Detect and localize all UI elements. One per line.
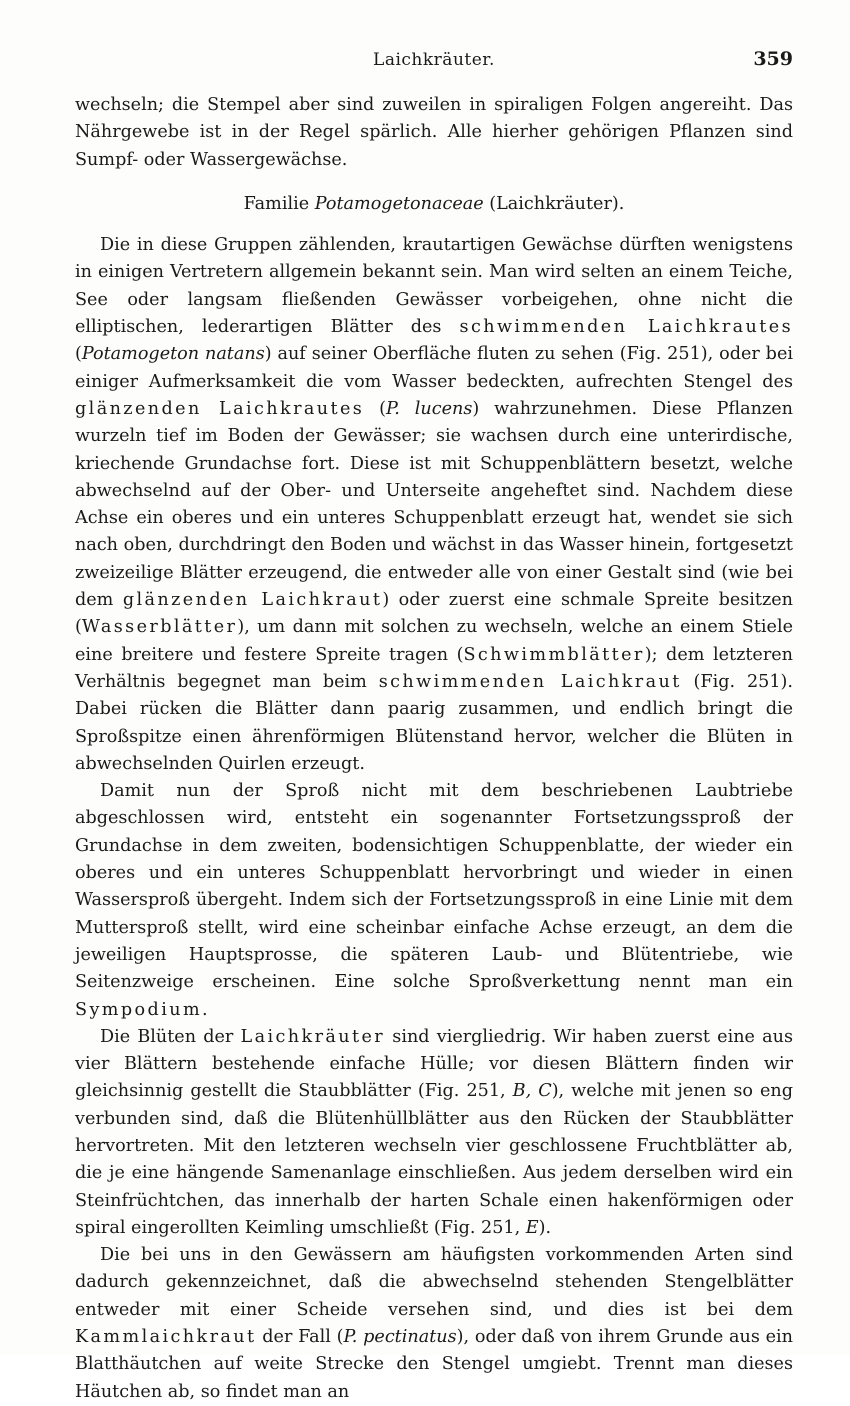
text-run: Die bei uns in den Gewässern am häufigsten vorkommenden Arten sind dadurch gekennzeichnet, daß die abwechselnd stehenden Stengelblätter entweder mit einer Scheide versehen sind, und dies ist bei dem [75, 1245, 793, 1320]
italic-term: B, C [512, 1081, 552, 1102]
paragraph [75, 1242, 793, 1406]
paragraph [75, 232, 793, 778]
italic-term: P. pectinatus [343, 1327, 457, 1348]
spaced-emphasis: Kammlaichkraut [75, 1327, 257, 1348]
text-run: ( [364, 398, 387, 419]
paragraph [75, 1024, 793, 1242]
text-run: ), um dann mit solchen zu wechseln, welche an einem Stiele eine breitere und festere Spreite tragen ( [75, 617, 793, 665]
text-run: . [202, 999, 208, 1020]
text-run: ( [75, 344, 82, 365]
text-run: Familie [243, 193, 315, 214]
body-text [75, 92, 793, 1406]
spaced-emphasis: Schwimmblätter [463, 644, 645, 665]
section-heading [75, 174, 793, 232]
running-head [75, 44, 793, 74]
text-run: der Fall ( [256, 1327, 344, 1348]
text-run: (Laichkräuter). [483, 193, 625, 214]
italic-term: E [525, 1217, 539, 1238]
text-run: ) wahrzunehmen. Diese Pflanzen wurzeln tief im Boden der Gewässer; sie wachsen durch eine unterirdische, kriechende Grundachse fort. Diese ist mit Schuppenblättern besetzt, welche abwechselnd auf der Ober- und Unterseite angeheftet sind. Nachdem diese Achse ein oberes und ein unteres Schuppenblatt erzeugt hat, wendet sie sich nach oben, durchdringt den Boden und wächst in das Wasser hinein, fortgesetzt zweizeilige Blätter erzeugend, die entweder alle von einer Gestalt sind (wie bei dem [75, 398, 793, 611]
spaced-emphasis: glänzenden Laichkrautes [75, 398, 365, 419]
running-title: Laichkräuter. [373, 50, 495, 70]
text-run: ) auf seiner Oberfläche fluten zu sehen (Fig. 251), oder bei einiger Aufmerksamkeit die vom Wasser bedeckten, aufrechten Stengel des [75, 344, 793, 392]
text-run: ), oder daß von ihrem Grunde aus ein Blatthäutchen auf weite Strecke den Stengel umgiebt. Trennt man dieses Häutchen ab, so findet man an [75, 1327, 793, 1402]
text-run: ), welche mit jenen so eng verbunden sind, daß die Blütenhüllblätter aus den Rücken der Staubblätter hervortreten. Mit den letzteren wechseln vier geschlossene Fruchtblätter ab, die je eine hängende Samenanlage einschließen. Aus jedem derselben wird ein Steinfrüchtchen, das innerhalb der harten Schale einen hakenförmigen oder spiral eingerollten Keimling umschließt (Fig. 251, [75, 1081, 793, 1238]
text-run: ); dem letzteren Verhältnis begegnet man beim [75, 644, 793, 692]
text-run: ). [538, 1217, 552, 1238]
spaced-emphasis: Laichkräuter [240, 1026, 386, 1047]
paragraph [75, 778, 793, 1024]
text-run: (Fig. 251). Dabei rücken die Blätter dann paarig zusammen, und endlich bringt die Sproßspitze einen ährenförmigen Blütenstand hervor, welcher die Blüten in abwechselnden Quirlen erzeugt. [75, 671, 793, 774]
text-run: sind viergliedrig. Wir haben zuerst eine aus vier Blättern bestehende einfache Hülle; vor diesen Blättern finden wir gleichsinnig gestellt die Staubblätter (Fig. 251, [75, 1026, 793, 1102]
spaced-emphasis: Wasserblätter [81, 617, 238, 638]
paragraph-continuation [75, 92, 793, 174]
spaced-emphasis: schwimmenden Laichkraut [378, 671, 682, 692]
spaced-emphasis: Sympodium [75, 999, 203, 1020]
text-run: Damit nun der Sproß nicht mit dem beschriebenen Laubtriebe abgeschlossen wird, entsteht ein sogenannter Fortsetzungssproß der Grundachse in dem zweiten, bodensichtigen Schuppenblatte, der wieder ein oberes und ein unteres Schuppenblatt hervorbringt und wieder in einen Wassersproß übergeht. Indem sich der Fortsetzungssproß in eine Linie mit dem Muttersproß stellt, wird eine scheinbar einfache Achse erzeugt, an dem die jeweiligen Hauptsprosse, die späteren Laub- und Blütentriebe, wie Seitenzweige erscheinen. Eine solche Sproßverkettung nennt man ein [75, 781, 793, 993]
text-run: wechseln; die Stempel aber sind zuweilen in spiraligen Folgen angereiht. Das Nährgewebe ist in der Regel spärlich. Alle hierher gehörigen Pflanzen sind Sumpf- oder Wassergewächse. [75, 95, 793, 170]
text-run: Die Blüten der [100, 1026, 241, 1047]
text-run: ) oder zuerst eine schmale Spreite besitzen ( [75, 590, 793, 638]
text-run: Die in diese Gruppen zählenden, krautartigen Gewächse dürften wenigstens in einigen Vertretern allgemein bekannt sein. Man wird selten an einem Teiche, See oder langsam fließenden Gewässer vorbeigehen, ohne nicht die elliptischen, lederartigen Blätter des [75, 235, 793, 338]
spaced-emphasis: glänzenden Laichkraut [122, 590, 383, 611]
italic-term: Potamogetonaceae [314, 193, 484, 214]
italic-term: P. lucens [386, 398, 473, 419]
italic-term: Potamogeton natans [81, 344, 265, 365]
spaced-emphasis: schwimmenden Laichkrautes [459, 317, 794, 338]
page-number: 359 [753, 48, 793, 70]
